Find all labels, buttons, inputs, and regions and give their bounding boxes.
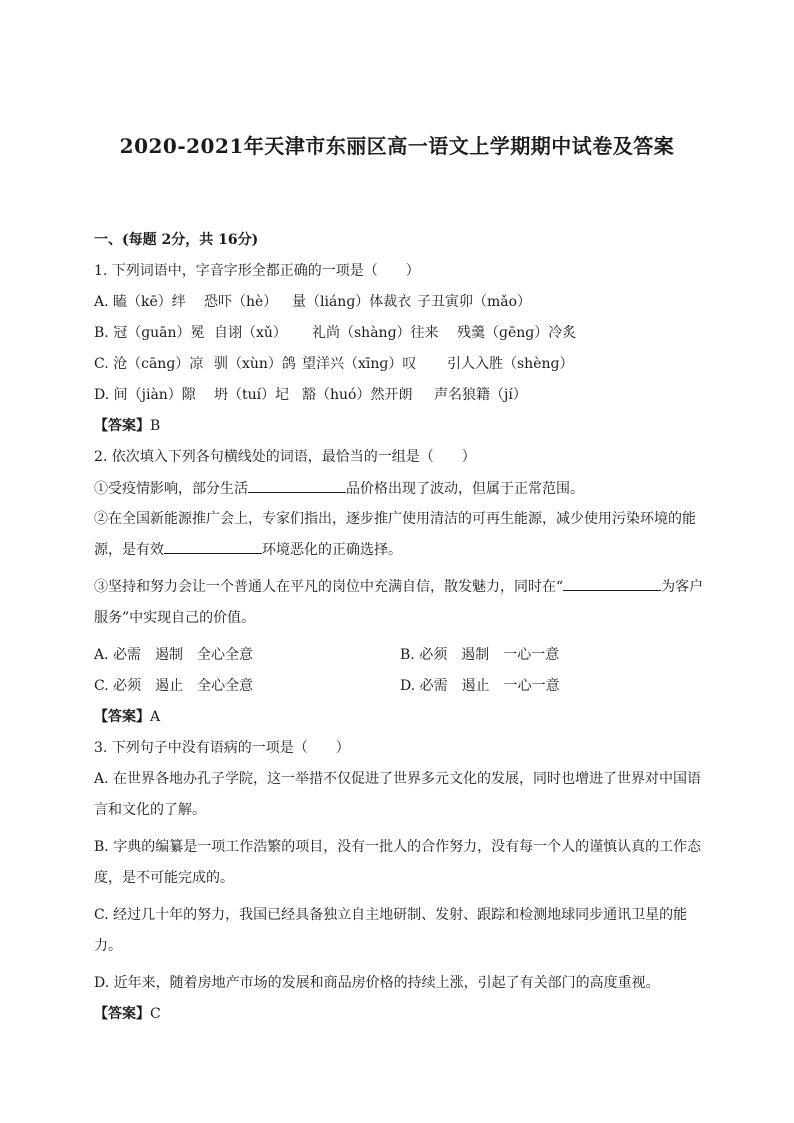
question-2-sentence-3 bbox=[94, 572, 706, 634]
option-term: 望洋兴（xīnɡ）叹 bbox=[302, 356, 417, 372]
answer-label: 【答案】 bbox=[94, 709, 150, 725]
answer-value: A bbox=[150, 709, 161, 725]
question-3-stem: 3. 下列句子中没有语病的一项是（ ） bbox=[94, 740, 350, 756]
question-2-option-d: D. 必需 遏止 一心一意 bbox=[400, 678, 560, 694]
question-2-options-row-2 bbox=[94, 676, 706, 707]
option-term: B. 冠（ɡuān）冕 bbox=[94, 325, 205, 341]
question-3-option-c: C. 经过几十年的努力，我国已经具备独立自主地研制、发射、跟踪和检测地球同步通讯卫星的能力。 bbox=[94, 907, 688, 954]
sentence-text: ③坚持和努力会让一个普通人在平凡的岗位中充满自信，散发魅力，同时在“ bbox=[94, 579, 564, 595]
question-1-answer bbox=[94, 416, 706, 447]
question-3-option-d: D. 近年来，随着房地产市场的发展和商品房价格的持续上涨，引起了有关部门的高度重视。 bbox=[94, 975, 660, 991]
option-term: 豁（huó）然开朗 bbox=[302, 387, 413, 403]
question-2-option-c: C. 必须 遏止 全心全意 bbox=[94, 678, 254, 694]
option-term: D. 间（jiàn）隙 bbox=[94, 387, 196, 403]
question-1-option-b bbox=[94, 323, 706, 354]
question-2-option-a: A. 必需 遏制 全心全意 bbox=[94, 647, 254, 663]
option-term: 自诩（xǔ） bbox=[214, 325, 287, 341]
question-1-stem: 1. 下列词语中，字音字形全都正确的一项是（ ） bbox=[94, 263, 420, 279]
option-term: 坍（tuí）圮 bbox=[214, 387, 290, 403]
document-body bbox=[94, 230, 706, 1035]
question-1-option-a bbox=[94, 292, 706, 323]
sentence-text: 品价格出现了波动，但属于正常范围。 bbox=[346, 481, 584, 497]
question-3-option-b: B. 字典的编纂是一项工作浩繁的项目，没有一批人的合作努力，没有每一个人的谨慎认真的工作态度，是不可能完成的。 bbox=[94, 839, 702, 886]
option-term: 子丑寅卯（mǎo） bbox=[417, 294, 532, 310]
option-term: 引人入胜（shènɡ） bbox=[447, 356, 574, 372]
answer-label: 【答案】 bbox=[94, 1006, 150, 1022]
option-term: 量（liánɡ）体裁衣 bbox=[292, 294, 412, 310]
fill-blank bbox=[563, 576, 661, 591]
sentence-text: 为客户服务”中实现自己的价值。 bbox=[94, 579, 704, 626]
section-heading: 一、(每题 2分，共 16分) bbox=[94, 232, 259, 248]
answer-value: C bbox=[150, 1006, 161, 1022]
option-term: A. 瞌（kē）绊 bbox=[94, 294, 186, 310]
question-2-option-b: B. 必须 遏制 一心一意 bbox=[400, 647, 560, 663]
sentence-text: 环境恶化的正确选择。 bbox=[262, 542, 402, 558]
page-title: 2020-2021年天津市东丽区高一语文上学期期中试卷及答案 bbox=[119, 134, 675, 158]
question-1-option-c bbox=[94, 354, 706, 385]
question-2-stem: 2. 依次填入下列各句横线处的词语，最恰当的一组是（ ） bbox=[94, 449, 476, 465]
question-1-option-d bbox=[94, 385, 706, 416]
question-3-option-a: A. 在世界各地办孔子学院，这一举措不仅促进了世界多元文化的发展，同时也增进了世界对中国语言和文化的了解。 bbox=[94, 771, 702, 818]
question-2-sentence-2 bbox=[94, 504, 706, 566]
question-2-answer bbox=[94, 707, 706, 738]
option-term: C. 沧（cānɡ）凉 bbox=[94, 356, 204, 372]
question-2-options-row-1 bbox=[94, 645, 706, 676]
option-term: 声名狼籍（jí） bbox=[434, 387, 527, 403]
option-term: 驯（xùn）鸽 bbox=[214, 356, 296, 372]
fill-blank bbox=[248, 478, 346, 493]
sentence-text: ②在全国新能源推广会上，专家们指出，逐步推广使用清洁的可再生能源，减少使用污染环境的能源，是有效 bbox=[94, 511, 696, 558]
option-term: 残羹（ɡēnɡ）冷炙 bbox=[457, 325, 577, 341]
answer-value: B bbox=[150, 418, 161, 434]
option-term: 恐吓（hè） bbox=[204, 294, 278, 310]
question-3-answer bbox=[94, 1004, 706, 1035]
fill-blank bbox=[164, 539, 262, 554]
sentence-text: ①受疫情影响，部分生活 bbox=[94, 481, 248, 497]
answer-label: 【答案】 bbox=[94, 418, 150, 434]
option-term: 礼尚（shànɡ）往来 bbox=[312, 325, 439, 341]
